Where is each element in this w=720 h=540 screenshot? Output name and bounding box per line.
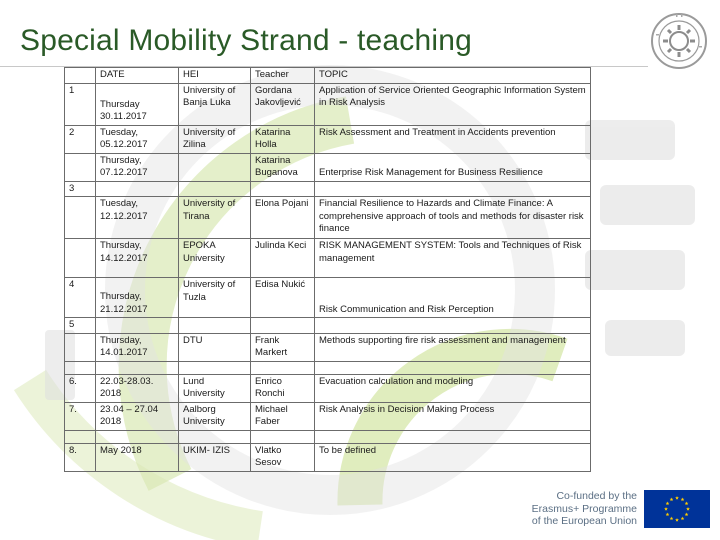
- eu-flag-icon: [644, 490, 710, 528]
- cell-date: Thursday 30.11.2017: [96, 83, 179, 125]
- cell-date: [96, 318, 179, 334]
- table-row: [65, 83, 591, 125]
- cell-teacher: Elona Pojani: [251, 197, 315, 239]
- slide-title: Special Mobility Strand - teaching: [20, 24, 473, 57]
- cell-hei: [179, 430, 251, 443]
- table-row: [65, 181, 591, 197]
- cell-date: Thursday, 07.12.2017: [96, 153, 179, 181]
- cofund-line-1: Co-funded by the: [556, 490, 637, 502]
- cell-hei: Lund University: [179, 374, 251, 402]
- cell-hei: University of Zilina: [179, 125, 251, 153]
- cell-hei: [179, 153, 251, 181]
- header-teacher: Teacher: [251, 68, 315, 84]
- cell-num: [65, 197, 96, 239]
- table-row: [65, 278, 591, 318]
- cell-topic: To be defined: [315, 443, 591, 471]
- table-row: [65, 443, 591, 471]
- cell-date: 22.03-28.03. 2018: [96, 374, 179, 402]
- cell-date: [96, 430, 179, 443]
- cell-topic: Methods supporting fire risk assessment and management: [315, 333, 591, 361]
- cell-teacher: Michael Faber: [251, 402, 315, 430]
- cofund-line-2: Erasmus+ Programme: [531, 502, 637, 515]
- cell-num: [65, 333, 96, 361]
- cell-topic: Application of Service Oriented Geographic Information System in Risk Analysis: [315, 83, 591, 125]
- cell-num: [65, 153, 96, 181]
- cell-teacher: Gordana Jakovljević: [251, 83, 315, 125]
- cell-teacher: Katarina Buganova: [251, 153, 315, 181]
- cell-teacher: Edisa Nukić: [251, 278, 315, 318]
- cell-teacher: [251, 318, 315, 334]
- cell-topic: Evacuation calculation and modeling: [315, 374, 591, 402]
- cofund-line-3: of the European Union: [531, 515, 637, 527]
- table-row: [65, 239, 591, 278]
- cell-num: 5: [65, 318, 96, 334]
- cell-hei: EPOKA University: [179, 239, 251, 278]
- cell-teacher: [251, 181, 315, 197]
- table-row: [65, 318, 591, 334]
- cell-topic: [315, 181, 591, 197]
- cell-date: Tuesday, 05.12.2017: [96, 125, 179, 153]
- cell-teacher: Frank Markert: [251, 333, 315, 361]
- cell-hei: DTU: [179, 333, 251, 361]
- header-topic: TOPIC: [315, 68, 591, 84]
- schedule-table: [64, 67, 591, 472]
- cell-date: [96, 361, 179, 374]
- table-header-row: [65, 68, 591, 84]
- cell-topic: Enterprise Risk Management for Business Resilience: [315, 153, 591, 181]
- cell-teacher: [251, 361, 315, 374]
- table-row: [65, 197, 591, 239]
- cofunded-text: [512, 490, 637, 528]
- table-row: [65, 361, 591, 374]
- cell-date: 23.04 – 27.04 2018: [96, 402, 179, 430]
- cell-topic: Financial Resilience to Hazards and Climate Finance: A comprehensive approach of tools and methods for disaster risk finance: [315, 197, 591, 239]
- cell-hei: [179, 361, 251, 374]
- cell-hei: University of Tuzla: [179, 278, 251, 318]
- cell-topic: Risk Assessment and Treatment in Accidents prevention: [315, 125, 591, 153]
- cell-num: 2: [65, 125, 96, 153]
- cell-num: 8.: [65, 443, 96, 471]
- cell-teacher: Enrico Ronchi: [251, 374, 315, 402]
- cell-hei: [179, 318, 251, 334]
- table-row: [65, 430, 591, 443]
- cell-num: [65, 361, 96, 374]
- cell-teacher: [251, 430, 315, 443]
- cell-num: [65, 239, 96, 278]
- cell-date: May 2018: [96, 443, 179, 471]
- cell-num: 6.: [65, 374, 96, 402]
- cell-topic: RISK MANAGEMENT SYSTEM: Tools and Techniques of Risk management: [315, 239, 591, 278]
- header-date: DATE: [96, 68, 179, 84]
- cell-teacher: Katarina Holla: [251, 125, 315, 153]
- cell-num: 4: [65, 278, 96, 318]
- cell-date: Thursday, 21.12.2017: [96, 278, 179, 318]
- cell-hei: UKIM- IZIS: [179, 443, 251, 471]
- cell-date: Thursday, 14.01.2017: [96, 333, 179, 361]
- cell-hei: Aalborg University: [179, 402, 251, 430]
- table-row: [65, 402, 591, 430]
- cell-num: 7.: [65, 402, 96, 430]
- cell-hei: University of Banja Luka: [179, 83, 251, 125]
- cell-hei: [179, 181, 251, 197]
- cell-num: 1: [65, 83, 96, 125]
- header-hei: HEI: [179, 68, 251, 84]
- cell-topic: [315, 318, 591, 334]
- cell-topic: Risk Communication and Risk Perception: [315, 278, 591, 318]
- cell-hei: University of Tirana: [179, 197, 251, 239]
- university-seal-logo: [650, 12, 708, 70]
- cell-date: Tuesday, 12.12.2017: [96, 197, 179, 239]
- table-row: [65, 333, 591, 361]
- cell-teacher: Vlatko Sesov: [251, 443, 315, 471]
- table-row: [65, 374, 591, 402]
- cell-teacher: Julinda Keci: [251, 239, 315, 278]
- cell-topic: Risk Analysis in Decision Making Process: [315, 402, 591, 430]
- cell-topic: [315, 430, 591, 443]
- header-number: [65, 68, 96, 84]
- cell-date: Thursday, 14.12.2017: [96, 239, 179, 278]
- cell-num: 3: [65, 181, 96, 197]
- cell-num: [65, 430, 96, 443]
- cell-topic: [315, 361, 591, 374]
- table-row: [65, 153, 591, 181]
- cell-date: [96, 181, 179, 197]
- table-row: [65, 125, 591, 153]
